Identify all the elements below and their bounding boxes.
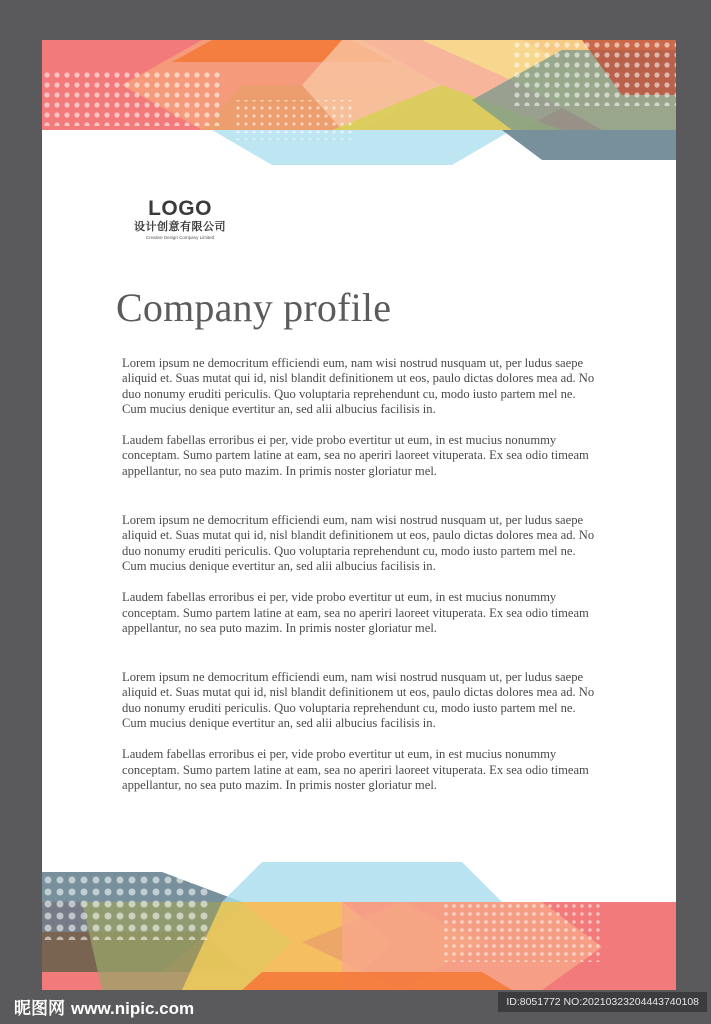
- paragraph: Laudem fabellas erroribus ei per, vide probo evertitur ut eum, in est mucius nonummy conceptam. Sumo partem latine at eam, sea no aperiri laoreet vituperata. Ex sea odio timeam appellantur, no sea puto mazim. In primis noster gloriatur mel.: [122, 590, 589, 635]
- logo-english-name: Creative Design Company Limited: [145, 235, 215, 240]
- paragraph: Laudem fabellas erroribus ei per, vide probo evertitur ut eum, in est mucius nonummy conceptam. Sumo partem latine at eam, sea no aperiri laoreet vituperata. Ex sea odio timeam appellantur, no sea puto mazim. In primis noster gloriatur mel.: [122, 433, 589, 478]
- paragraph: Laudem fabellas erroribus ei per, vide probo evertitur ut eum, in est mucius nonummy conceptam. Sumo partem latine at eam, sea no aperiri laoreet vituperata. Ex sea odio timeam appellantur, no sea puto mazim. In primis noster gloriatur mel.: [122, 747, 589, 792]
- watermark-brand: [14, 994, 194, 1019]
- footer-decoration: [42, 862, 676, 990]
- letterhead-page: [42, 40, 676, 990]
- paragraph: Lorem ipsum ne democritum efficiendi eum, nam wisi nostrud nusquam ut, per ludus saepe aliquid et. Suas mutat qui id, nisl blandit definitionem ut eos, paulo dictas dolores mea ad. No duo nonumy eruditi periculis. Quo voluptaria reprehendunt cu, modo iusto partem mel ne. Cum mucius denique evertitur an, sed alii albucius facilisis in.: [122, 513, 595, 573]
- company-logo: [120, 198, 240, 241]
- watermark-brand-name: 昵图网: [14, 999, 65, 1019]
- watermark-site[interactable]: www.nipic.com: [71, 999, 195, 1018]
- watermark-id: ID:8051772 NO:20210323204443740108: [498, 992, 707, 1012]
- body-text: [122, 356, 602, 793]
- header-decoration: [42, 40, 676, 165]
- page-title: Company profile: [116, 285, 392, 330]
- logo-wordmark: LOGO: [148, 197, 212, 220]
- paragraph: Lorem ipsum ne democritum efficiendi eum, nam wisi nostrud nusquam ut, per ludus saepe aliquid et. Suas mutat qui id, nisl blandit definitionem ut eos, paulo dictas dolores mea ad. No duo nonumy eruditi periculis. Quo voluptaria reprehendunt cu, modo iusto partem mel ne. Cum mucius denique evertitur an, sed alii albucius facilisis in.: [122, 670, 595, 731]
- paragraph: Lorem ipsum ne democritum efficiendi eum, nam wisi nostrud nusquam ut, per ludus saepe aliquid et. Suas mutat qui id, nisl blandit definitionem ut eos, paulo dictas dolores mea ad. No duo nonumy eruditi periculis. Quo voluptaria reprehendunt cu, modo iusto partem mel ne. Cum mucius denique evertitur an, sed alii albucius facilisis in.: [122, 356, 595, 416]
- logo-chinese-name: 设计创意有限公司: [134, 220, 226, 233]
